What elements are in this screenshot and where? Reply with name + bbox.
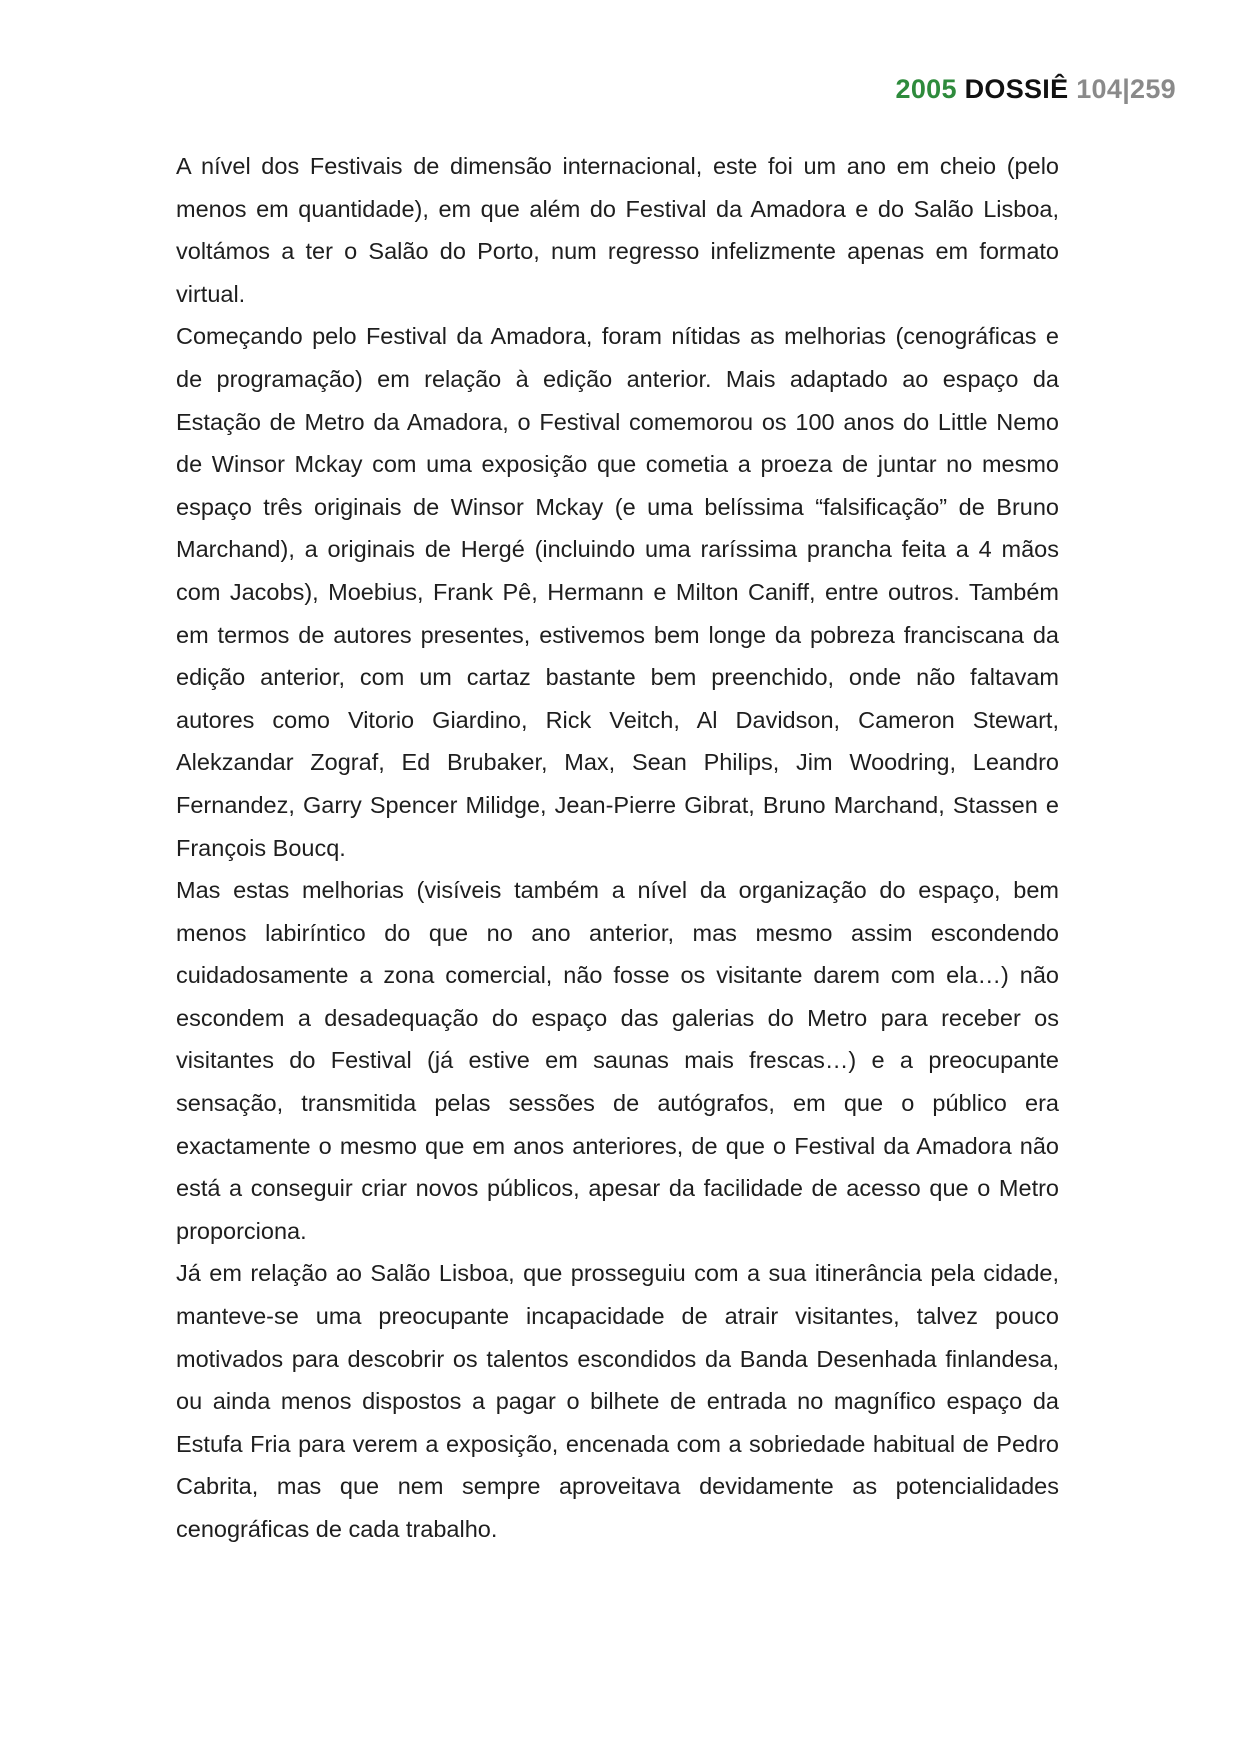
paragraph-improvements: Mas estas melhorias (visíveis também a nível da organização do espaço, bem menos labiríntico do que no ano anterior, mas mesmo assim escondendo cuidadosamente a zona comercial, não fosse os visitante darem com ela…) não escondem a desadequação do espaço das galerias do Metro para receber os visitantes do Festival (já estive em saunas mais frescas…) e a preocupante sensação, transmitida pelas sessões de autógrafos, em que o público era exactamente o mesmo que em anos anteriores, de que o Festival da Amadora não está a conseguir criar novos públicos, apesar da facilidade de acesso que o Metro proporciona. bbox=[176, 877, 1059, 1244]
paragraph-intro: A nível dos Festivais de dimensão internacional, este foi um ano em cheio (pelo menos em quantidade), em que além do Festival da Amadora e do Salão Lisboa, voltámos a ter o Salão do Porto, num regresso infelizmente apenas em formato virtual. bbox=[176, 153, 1059, 307]
article-body bbox=[176, 145, 1059, 1551]
page-number-current: 104 bbox=[1076, 74, 1123, 104]
header-title: DOSSIÊ bbox=[964, 74, 1069, 104]
header-year: 2005 bbox=[895, 74, 957, 104]
page-number-total: 259 bbox=[1130, 74, 1176, 104]
page-header bbox=[896, 74, 1176, 105]
paragraph-amadora: Começando pelo Festival da Amadora, foram nítidas as melhorias (cenográficas e de programação) em relação à edição anterior. Mais adaptado ao espaço da Estação de Metro da Amadora, o Festival comemorou os 100 anos do Little Nemo de Winsor Mckay com uma exposição que cometia a proeza de juntar no mesmo espaço três originais de Winsor Mckay (e uma belíssima “falsificação” de Bruno Marchand), a originais de Hergé (incluindo uma raríssima prancha feita a 4 mãos com Jacobs), Moebius, Frank Pê, Hermann e Milton Caniff, entre outros. Também em termos de autores presentes, estivemos bem longe da pobreza franciscana da edição anterior, com um cartaz bastante bem preenchido, onde não faltavam autores como Vitorio Giardino, Rick Veitch, Al Davidson, Cameron Stewart, Alekzandar Zograf, Ed Brubaker, Max, Sean Philips, Jim Woodring, Leandro Fernandez, Garry Spencer Milidge, Jean-Pierre Gibrat, Bruno Marchand, Stassen e François Boucq. bbox=[176, 323, 1059, 861]
paragraph-salao-lisboa: Já em relação ao Salão Lisboa, que prosseguiu com a sua itinerância pela cidade, manteve-se uma preocupante incapacidade de atrair visitantes, talvez pouco motivados para descobrir os talentos escondidos da Banda Desenhada finlandesa, ou ainda menos dispostos a pagar o bilhete de entrada no magnífico espaço da Estufa Fria para verem a exposição, encenada com a sobriedade habitual de Pedro Cabrita, mas que nem sempre aproveitava devidamente as potencialidades cenográficas de cada trabalho. bbox=[176, 1260, 1059, 1542]
page-number-separator: | bbox=[1122, 74, 1131, 104]
